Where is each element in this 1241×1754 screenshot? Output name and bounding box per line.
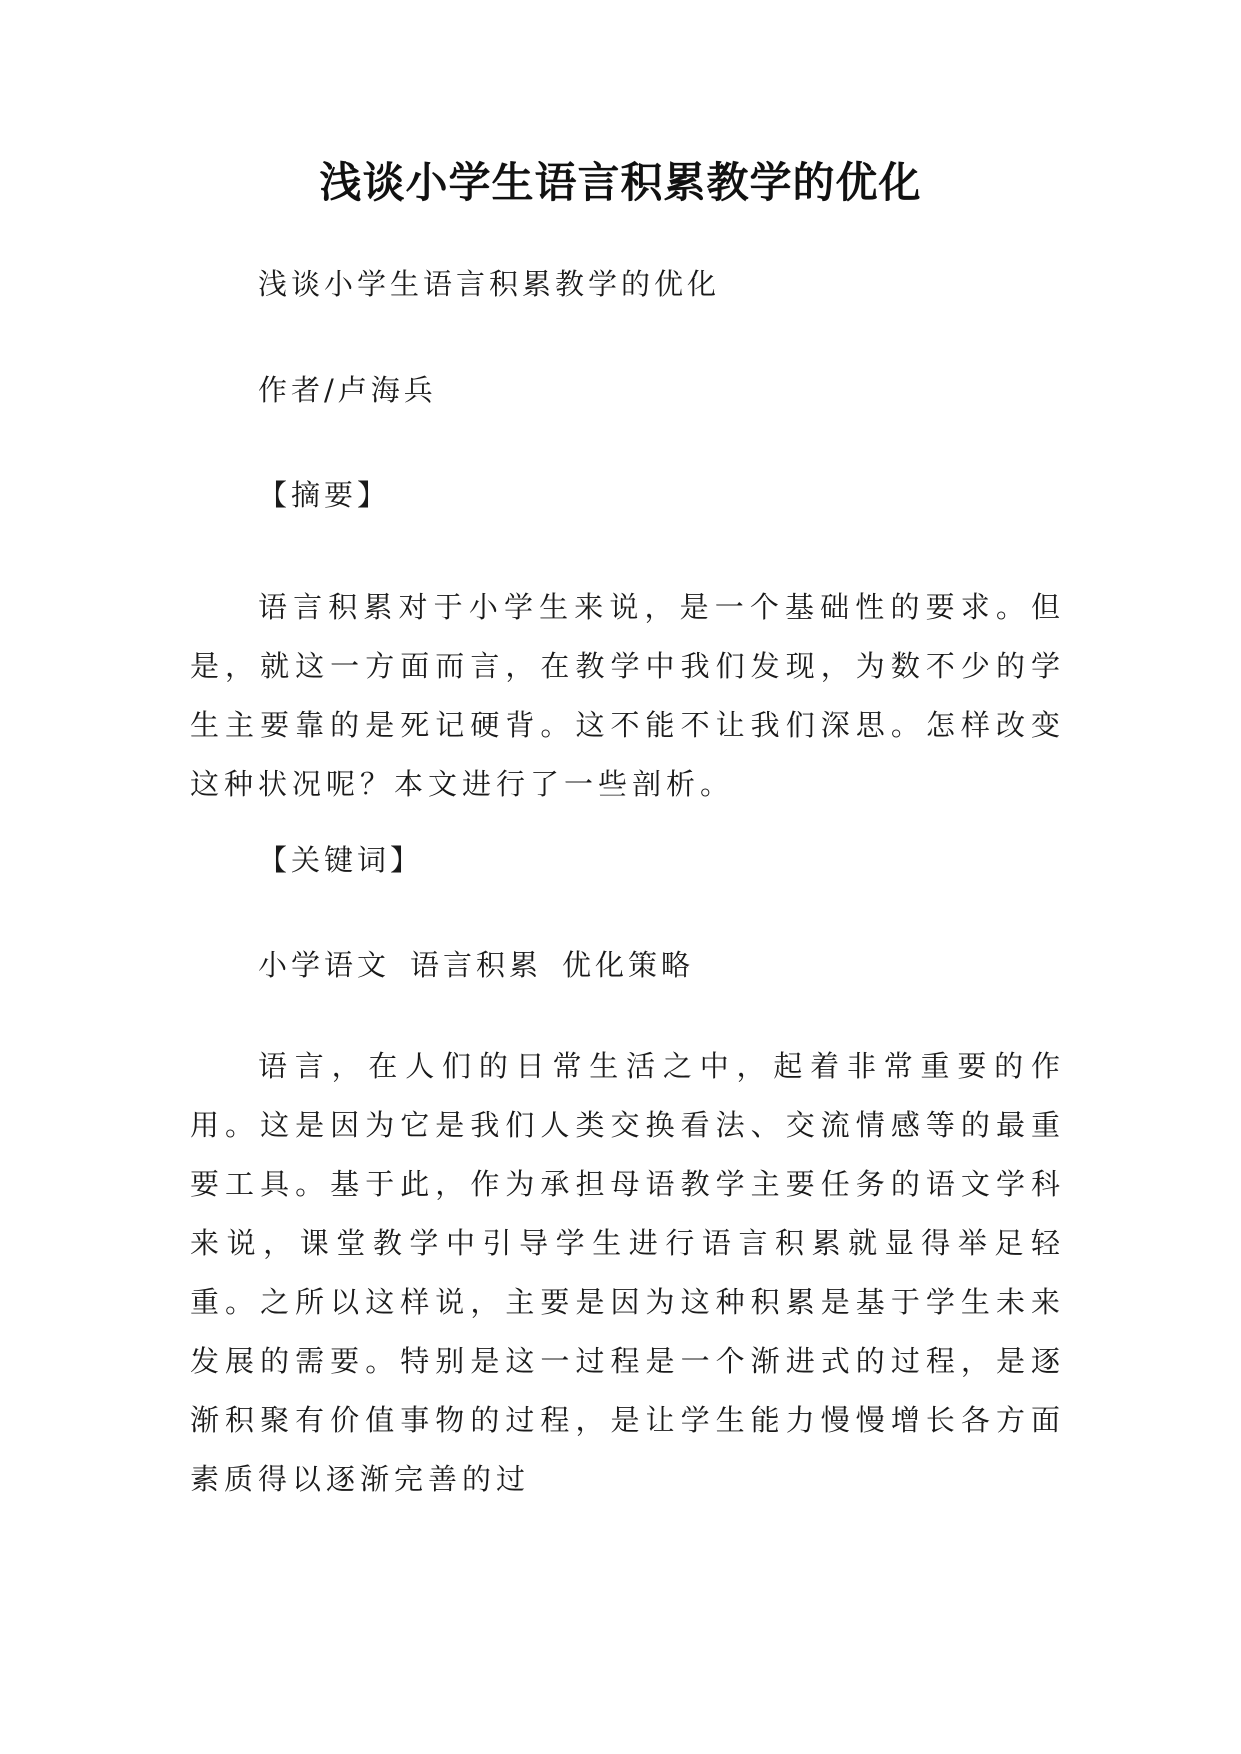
keyword: 语言积累 bbox=[410, 948, 543, 982]
article-subtitle: 浅谈小学生语言积累教学的优化 bbox=[258, 267, 721, 301]
abstract-heading: 【摘要】 bbox=[258, 478, 391, 512]
keyword: 优化策略 bbox=[562, 948, 695, 982]
keywords-line bbox=[258, 943, 694, 984]
keywords-heading: 【关键词】 bbox=[258, 843, 424, 877]
keyword: 小学语文 bbox=[258, 948, 391, 982]
abstract-text: 语言积累对于小学生来说，是一个基础性的要求。但是，就这一方面而言，在教学中我们发现，为数不少的学生主要靠的是死记硬背。这不能不让我们深思。怎样改变这种状况呢？本文进行了一些剖析。 bbox=[190, 590, 1065, 801]
document-title: 浅谈小学生语言积累教学的优化 bbox=[319, 158, 922, 207]
author-line: 作者/卢海兵 bbox=[258, 373, 437, 407]
body-paragraph: 语言，在人们的日常生活之中，起着非常重要的作用。这是因为它是我们人类交换看法、交流情感等的最重要工具。基于此，作为承担母语教学主要任务的语文学科来说，课堂教学中引导学生进行语言积累就显得举足轻重。之所以这样说，主要是因为这种积累是基于学生未来发展的需要。特别是这一过程是一个渐进式的过程，是逐渐积聚有价值事物的过程，是让学生能力慢慢增长各方面素质得以逐渐完善的过 bbox=[190, 1049, 1065, 1496]
